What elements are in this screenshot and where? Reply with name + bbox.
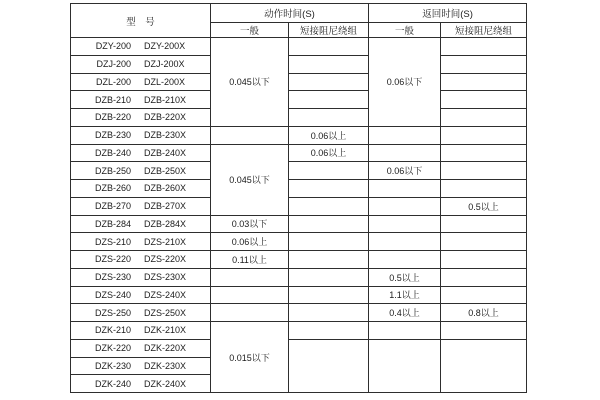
model-cell [71,322,211,340]
model-name-1: DZB-220 [94,112,131,123]
table-row [71,38,527,56]
action-short-cell [289,55,369,73]
return-general-cell [369,180,441,198]
return-general-cell [369,215,441,233]
action-general-cell: 0.015以下 [211,322,289,393]
return-short-cell [441,251,527,269]
table-row [71,126,527,144]
table-row [71,162,527,180]
return-general-cell: 0.06以下 [369,38,441,127]
return-short-cell [441,233,527,251]
return-general-cell [369,126,441,144]
model-name-2: DZB-260X [143,183,187,194]
return-general-cell: 0.5以上 [369,268,441,286]
return-general-cell [369,339,441,392]
table-row [71,180,527,198]
action-general-cell [211,286,289,304]
return-short-cell [441,55,527,73]
model-name-2: DZB-230X [143,130,187,141]
action-general-cell: 0.06以上 [211,233,289,251]
model-name-1: DZK-240 [94,378,131,389]
action-short-cell [289,180,369,198]
return-general-cell: 0.4以上 [369,304,441,322]
return-short-cell [441,73,527,91]
action-short-cell: 0.06以上 [289,144,369,162]
model-name-1: DZB-284 [94,218,131,229]
return-short-cell: 0.5以上 [441,197,527,215]
model-name-1: DZL-200 [95,76,131,87]
table-row [71,197,527,215]
return-short-cell [441,162,527,180]
return-short-cell [441,109,527,127]
model-cell [71,197,211,215]
table-row [71,144,527,162]
table-row [71,339,527,357]
action-short-cell [289,91,369,109]
header-model: 型 号 [71,4,211,38]
model-cell [71,73,211,91]
model-name-1: DZK-230 [94,360,131,371]
return-short-cell [441,144,527,162]
return-short-cell [441,268,527,286]
model-cell [71,180,211,198]
action-short-cell [289,73,369,91]
model-name-1: DZS-230 [94,272,131,283]
table-row [71,304,527,322]
header-action-short-damping: 短接阻尼绕组 [289,23,369,38]
action-short-cell [289,215,369,233]
return-general-cell [369,322,441,340]
table-body [71,38,527,393]
model-cell [71,286,211,304]
table-row [71,268,527,286]
action-short-cell [289,251,369,269]
action-short-cell [289,268,369,286]
model-cell [71,38,211,56]
model-name-2: DZK-220X [143,343,187,354]
model-name-2: DZS-230X [143,272,187,283]
return-short-cell [441,215,527,233]
return-general-cell: 1.1以上 [369,286,441,304]
action-short-cell [289,197,369,215]
model-cell [71,162,211,180]
model-cell [71,339,211,357]
model-cell [71,215,211,233]
model-name-1: DZY-200 [95,41,131,52]
model-name-1: DZB-270 [94,201,131,212]
action-general-cell: 0.11以上 [211,251,289,269]
action-short-cell [289,233,369,251]
action-short-cell [289,339,369,392]
model-cell [71,233,211,251]
return-short-cell [441,339,527,392]
return-general-cell [369,197,441,215]
relay-spec-table [70,3,527,393]
model-cell [71,55,211,73]
model-name-2: DZS-220X [143,254,187,265]
model-name-1: DZB-250 [94,165,131,176]
model-name-2: DZY-200X [143,41,186,52]
action-short-cell [289,38,369,56]
model-name-2: DZB-210X [143,94,187,105]
model-name-2: DZK-210X [143,325,187,336]
action-short-cell [289,304,369,322]
model-name-1: DZS-240 [94,289,131,300]
header-return-time: 返回时间(S) [369,4,527,23]
action-general-cell: 0.03以下 [211,215,289,233]
model-cell [71,304,211,322]
table-row [71,322,527,340]
model-cell [71,109,211,127]
table-row [71,73,527,91]
model-name-1: DZB-210 [94,94,131,105]
action-general-cell: 0.045以下 [211,38,289,127]
header-action-general: 一般 [211,23,289,38]
model-name-1: DZB-230 [94,130,131,141]
model-name-2: DZK-230X [143,360,187,371]
model-cell [71,375,211,393]
return-general-cell [369,144,441,162]
return-short-cell [441,180,527,198]
model-name-2: DZJ-200X [144,59,185,70]
model-name-1: DZJ-200 [96,59,131,70]
model-name-1: DZS-250 [94,307,131,318]
action-general-cell [211,268,289,286]
action-short-cell [289,286,369,304]
model-name-2: DZB-240X [143,147,187,158]
return-short-cell [441,38,527,56]
table-row [71,251,527,269]
model-name-2: DZB-284X [143,218,187,229]
model-name-1: DZB-240 [94,147,131,158]
return-general-cell [369,251,441,269]
model-name-2: DZB-250X [143,165,187,176]
header-row-1 [71,4,527,23]
header-return-short-damping: 短接阻尼绕组 [441,23,527,38]
model-cell [71,91,211,109]
header-return-general: 一般 [369,23,441,38]
table-row [71,91,527,109]
action-short-cell: 0.06以上 [289,126,369,144]
model-name-2: DZS-240X [143,289,187,300]
model-cell [71,268,211,286]
return-short-cell [441,91,527,109]
model-cell [71,144,211,162]
table-row [71,215,527,233]
model-name-2: DZK-240X [143,378,187,389]
table-row [71,286,527,304]
model-name-2: DZB-270X [143,201,187,212]
model-name-2: DZB-220X [143,112,187,123]
action-general-cell [211,126,289,144]
model-name-1: DZK-220 [94,343,131,354]
model-name-1: DZS-220 [94,254,131,265]
model-name-1: DZB-260 [94,183,131,194]
return-general-cell: 0.06以下 [369,162,441,180]
model-name-1: DZS-210 [94,236,131,247]
model-name-2: DZS-210X [143,236,187,247]
action-general-cell [211,304,289,322]
model-name-2: DZS-250X [143,307,187,318]
return-short-cell [441,126,527,144]
header-action-time: 动作时间(S) [211,4,369,23]
return-short-cell [441,286,527,304]
model-name-1: DZK-210 [94,325,131,336]
return-general-cell [369,233,441,251]
return-short-cell [441,322,527,340]
table-row [71,233,527,251]
return-short-cell: 0.8以上 [441,304,527,322]
table-row [71,109,527,127]
action-short-cell [289,322,369,340]
model-cell [71,357,211,375]
table-row [71,55,527,73]
action-general-cell: 0.045以下 [211,144,289,215]
action-short-cell [289,162,369,180]
action-short-cell [289,109,369,127]
model-cell [71,126,211,144]
model-name-2: DZL-200X [143,76,186,87]
model-cell [71,251,211,269]
